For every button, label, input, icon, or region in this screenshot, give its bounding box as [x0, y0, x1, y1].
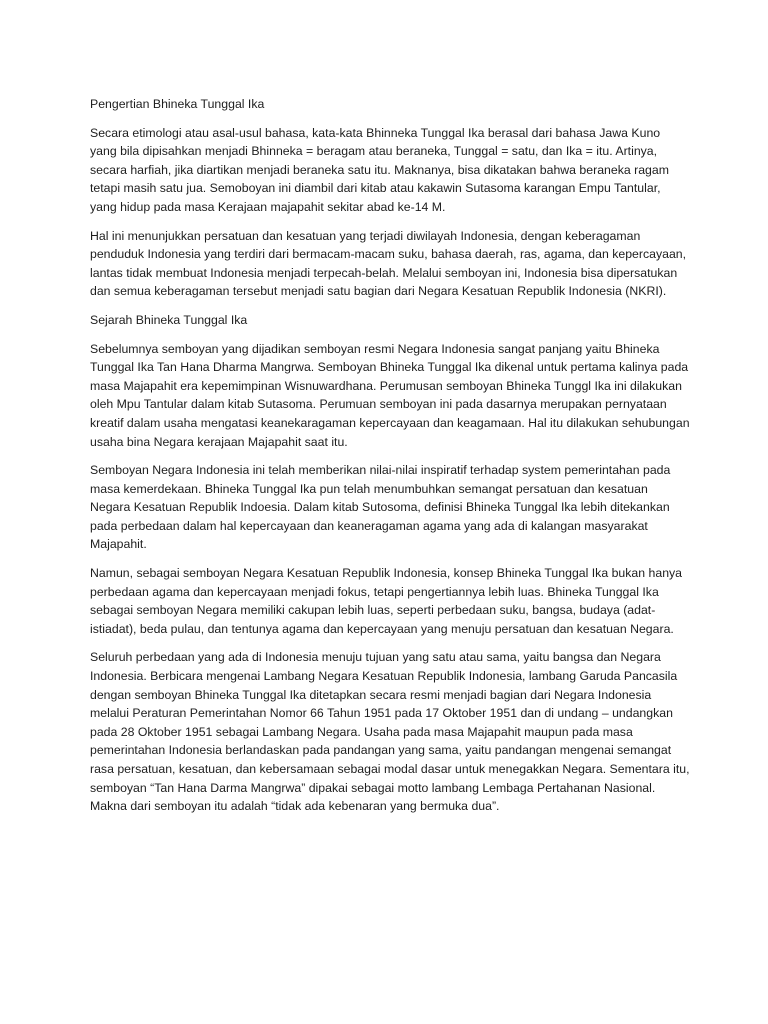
section-heading-sejarah: Sejarah Bhineka Tunggal Ika: [90, 312, 248, 327]
paragraph-etimologi: Secara etimologi atau asal-usul bahasa, kata-kata Bhinneka Tunggal Ika berasal dari bahasa Jawa Kuno yang bila dipisahkan menjadi Bhinneka = beragam atau beraneka, Tunggal = satu, dan Ika = itu. Artinya, secara harfiah, jika diartikan menjadi beraneka satu itu. Maknanya, bisa dikatakan bahwa beraneka ragam tetapi masih satu jua. Semoboyan ini diambil dari kitab atau kakawin Sutasoma karangan Empu Tantular, yang hidup pada masa Kerajaan majapahit sekitar abad ke-14 M.: [90, 125, 669, 214]
paragraph-sejarah: Sebelumnya semboyan yang dijadikan semboyan resmi Negara Indonesia sangat panjang yaitu Bhineka Tunggal Ika Tan Hana Dharma Mangrwa. Semboyan Bhineka Tunggal Ika dikenal untuk pertama kalinya pada masa Majapahit era kepemimpinan Wisnuwardhana. Perumusan semboyan Bhineka Tunggl Ika ini dilakukan oleh Mpu Tantular dalam kitab Sutasoma. Perumuan semboyan ini pada dasarnya merupakan pernyataan kreatif dalam usaha mengatasi keanekaragaman kepercayaan dan keagamaan. Hal itu dilakukan sehubungan usaha bina Negara kerajaan Majapahit saat itu.: [90, 341, 690, 449]
section-heading-pengertian: Pengertian Bhineka Tunggal Ika: [90, 97, 265, 111]
paragraph-konsep: Namun, sebagai semboyan Negara Kesatuan Republik Indonesia, konsep Bhineka Tunggal Ika bukan hanya perbedaan agama dan kepercayaan menjadi fokus, tetapi pengertiannya lebih luas. Bhineka Tunggal Ika sebagai semboyan Negara memiliki cakupan lebih luas, seperti perbedaan suku, bangsa, budaya (adat-istiadat), beda pulau, dan tentunya agama dan kepercayaan yang menuju persatuan dan kesatuan Negara.: [90, 566, 683, 636]
document-body: [90, 95, 690, 826]
paragraph-semboyan-negara: Semboyan Negara Indonesia ini telah memberikan nilai-nilai inspiratif terhadap system pemerintahan pada masa kemerdekaan. Bhineka Tunggal Ika pun telah menumbuhkan semangat persatuan dan kesatuan Negara Kesatuan Republik Indoesia. Dalam kitab Sutosoma, definisi Bhineka Tunggal Ika lebih ditekankan pada perbedaan dalam hal kepercayaan dan keaneragaman agama yang ada di kalangan masyarakat Majapahit.: [90, 463, 671, 552]
paragraph-lambang-negara: Seluruh perbedaan yang ada di Indonesia menuju tujuan yang satu atau sama, yaitu bangsa dan Negara Indonesia. Berbicara mengenai Lambang Negara Kesatuan Republik Indonesia, lambang Garuda Pancasila dengan semboyan Bhineka Tunggal Ika ditetapkan secara resmi menjadi bagian dari Negara Indonesia melalui Peraturan Pemerintahan Nomor 66 Tahun 1951 pada 17 Oktober 1951 dan di undang – undangkan pada 28 Oktober 1951 sebagai Lambang Negara. Usaha pada masa Majapahit maupun pada masa pemerintahan Indonesia berlandaskan pada pandangan yang sama, yaitu pandangan mengenai semangat rasa persatuan, kesatuan, dan kebersamaan sebagai modal dasar untuk menegakkan Negara. Sementara itu, semboyan “Tan Hana Darma Mangrwa” dipakai sebagai motto lambang Lembaga Pertahanan Nasional. Makna dari semboyan itu adalah “tidak ada kebenaran yang bermuka dua”.: [90, 650, 690, 814]
paragraph-persatuan: Hal ini menunjukkan persatuan dan kesatuan yang terjadi diwilayah Indonesia, dengan keberagaman penduduk Indonesia yang terdiri dari bermacam-macam suku, bahasa daerah, ras, agama, dan kepercayaan, lantas tidak membuat Indonesia menjadi terpecah-belah. Melalui semboyan ini, Indonesia bisa dipersatukan dan semua keberagaman tersebut menjadi satu bagian dari Negara Kesatuan Republik Indonesia (NKRI).: [90, 228, 687, 299]
